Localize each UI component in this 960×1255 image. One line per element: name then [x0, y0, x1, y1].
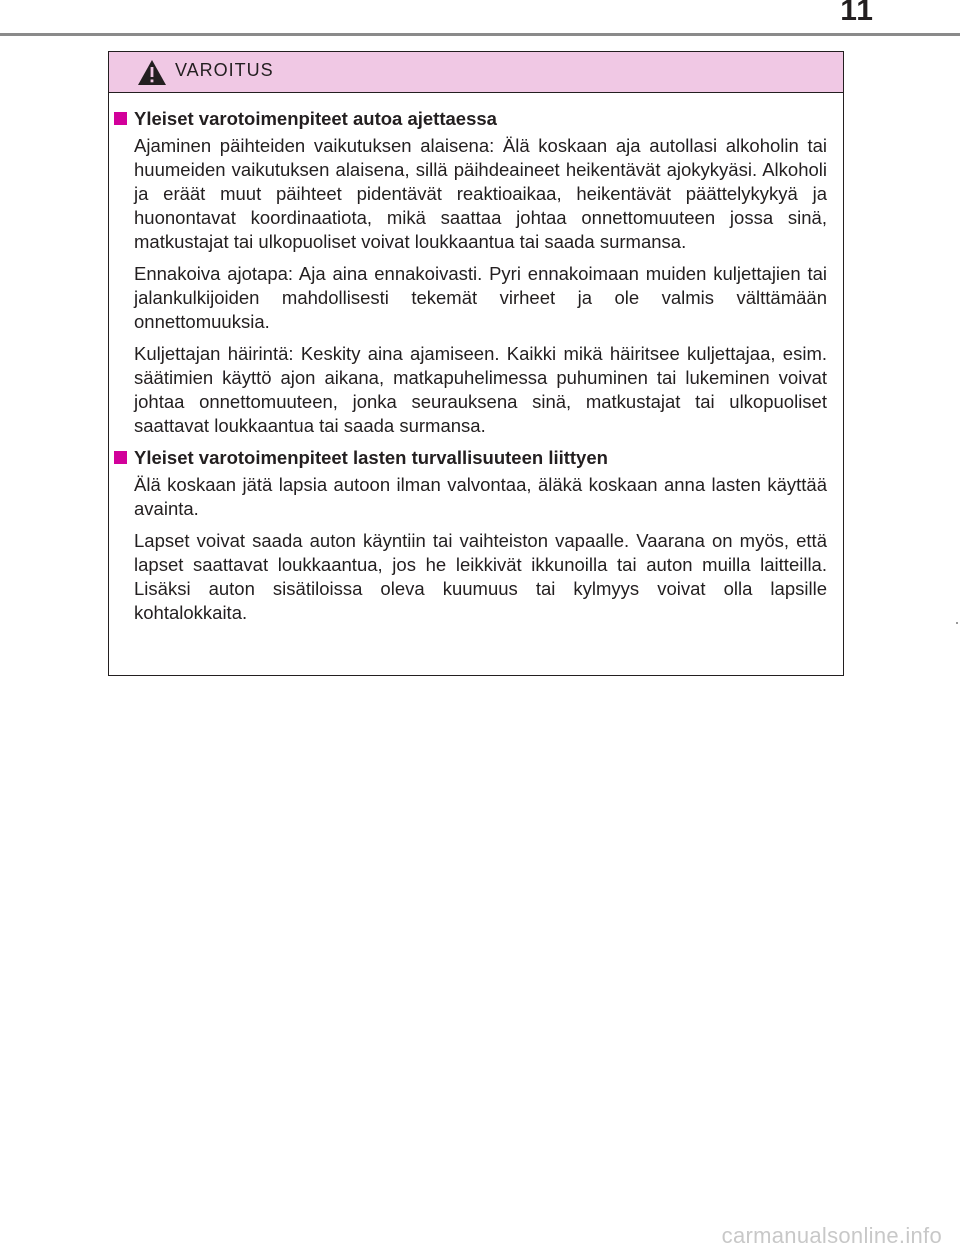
warning-header: [109, 52, 843, 93]
paragraph-children-dangers: Lapset voivat saada auton käyntiin tai vaihteiston vapaalle. Vaarana on myös, että lapset saattavat loukkaantua, jos he leikkivät ikkunoilla tai auton muilla laitteilla. Lisäksi auton sisätiloissa oleva kuumuus tai kylmyys voivat olla lapsille kohtalokkaita.: [134, 530, 827, 623]
header-rule: [0, 33, 960, 36]
square-bullet-icon: [114, 451, 127, 464]
section-heading-driving: [112, 107, 827, 131]
paragraph-driver-distraction: Kuljettajan häirintä: Keskity aina ajamiseen. Kaikki mikä häiritsee kuljettajaa, esim. säätimien käyttö ajon aikana, matkapuhelimessa puhuminen tai lukeminen voivat johtaa onnettomuuteen, jonka seurauksena sinä, matkustajat tai ulkopuoliset saattavat loukkaantua tai saada surmansa.: [134, 343, 827, 436]
paragraph-intoxication: Ajaminen päihteiden vaikutuksen alaisena: Älä koskaan aja autollasi alkoholin tai huumeiden vaikutuksen alaisena, sillä päihdeaineet heikentävät ajokykyäsi. Alkoholi ja eräät muut päihteet pidentävät reaktioaikaa, heikentävät päättelykykyä ja huonontavat koordinaatiota, mikä saattaa johtaa onnettomuuteen jossa sinä, matkustajat tai ulkopuoliset voivat loukkaantua tai saada surmansa.: [134, 135, 827, 252]
paragraph-defensive-driving: Ennakoiva ajotapa: Aja aina ennakoivasti. Pyri ennakoimaan muiden kuljettajien tai jalankulkijoiden mahdollisesti tekemät virheet ja ole valmis välttämään onnettomuuksia.: [134, 263, 827, 332]
paragraph-children-unattended: Älä koskaan jätä lapsia autoon ilman valvontaa, äläkä koskaan anna lasten käyttää avainta.: [134, 474, 827, 519]
section-heading-text: Yleiset varotoimenpiteet autoa ajettaessa: [134, 108, 497, 129]
warning-content: [109, 93, 843, 625]
stray-mark: [956, 622, 958, 624]
section-heading-children: [112, 446, 827, 470]
warning-triangle-icon: [137, 59, 167, 86]
square-bullet-icon: [114, 112, 127, 125]
section-heading-text: Yleiset varotoimenpiteet lasten turvallisuuteen liittyen: [134, 447, 608, 468]
warning-label: VAROITUS: [175, 59, 274, 80]
warning-box: [108, 51, 844, 676]
page-number: 11: [840, 0, 874, 27]
watermark: carmanualsonline.info: [721, 1223, 942, 1248]
